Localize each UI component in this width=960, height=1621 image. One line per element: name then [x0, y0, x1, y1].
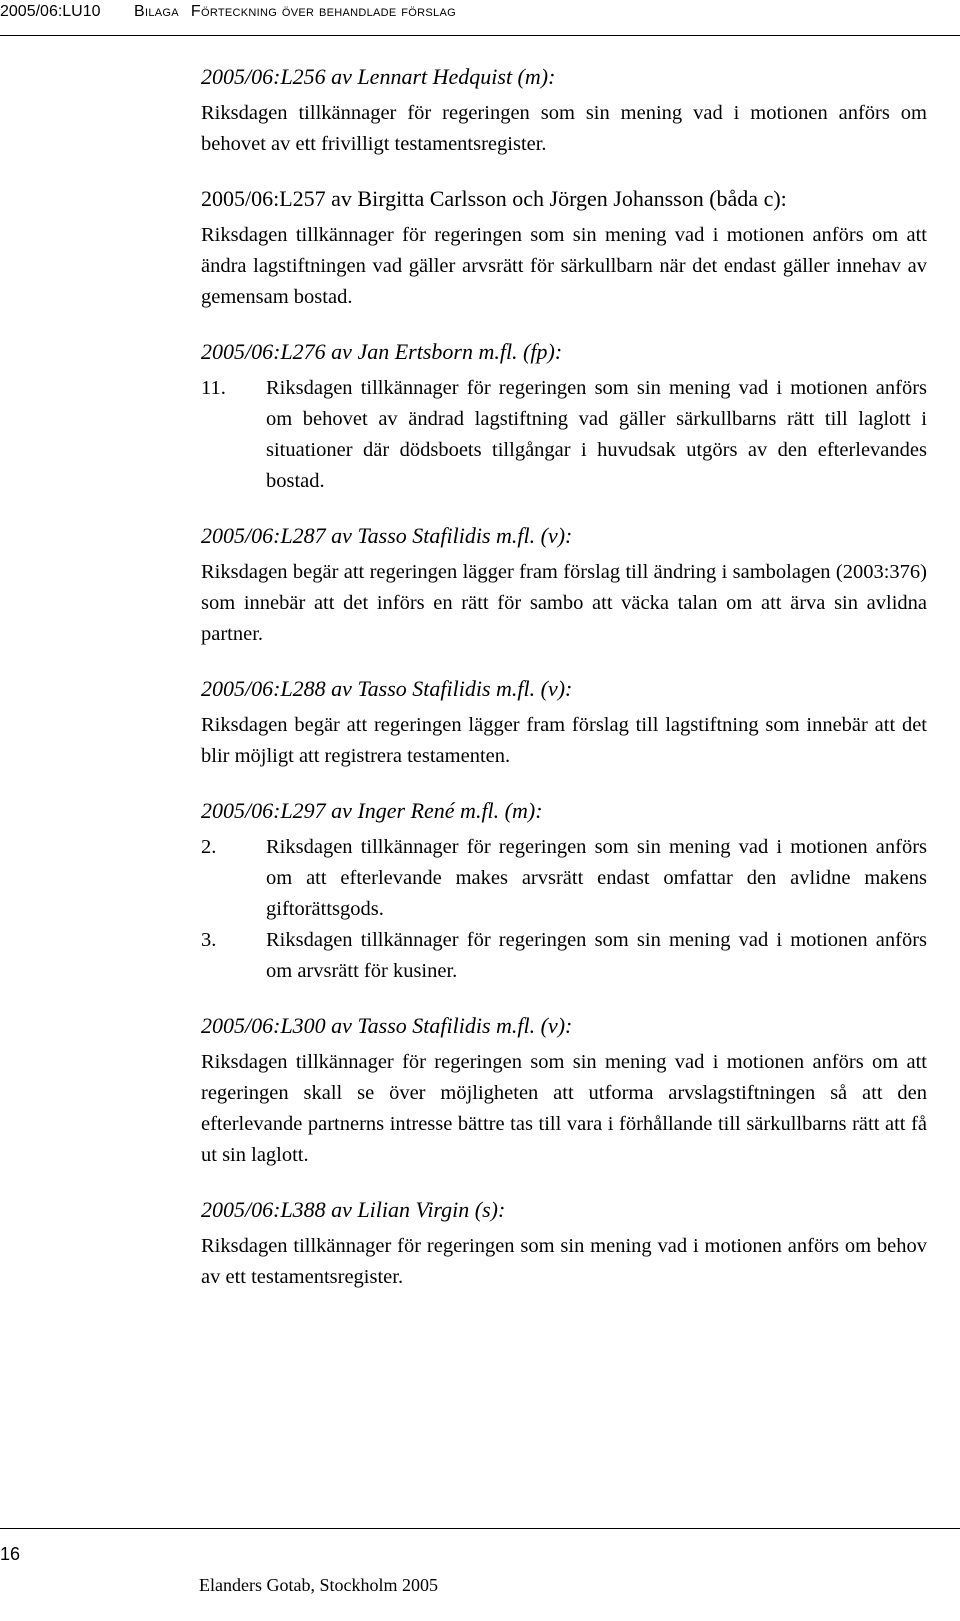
motion-entry	[201, 674, 927, 772]
motion-title: 2005/06:L300 av Tasso Stafilidis m.fl. (v):	[201, 1013, 573, 1038]
motion-text: Riksdagen tillkännager för regeringen som sin mening vad i motionen anförs om behovet av ett frivilligt testamentsregister.	[201, 102, 927, 155]
motion-item	[201, 373, 927, 497]
motion-title: 2005/06:L287 av Tasso Stafilidis m.fl. (v):	[201, 523, 573, 548]
item-text: Riksdagen tillkännager för regeringen som sin mening vad i motionen anförs om arvsrätt för kusiner.	[266, 929, 927, 982]
item-number: 11.	[201, 377, 226, 399]
footer-divider	[0, 1528, 960, 1529]
motion-text: Riksdagen tillkännager för regeringen som sin mening vad i motionen anförs om att ändra lagstiftningen vad gäller arvsrätt för särkullbarn när det endast gäller innehav av gemensam bostad.	[201, 224, 927, 308]
item-number: 3.	[201, 929, 217, 951]
motion-entry	[201, 337, 927, 497]
section-heading-part-a: Bilaga	[134, 3, 179, 20]
motion-title: 2005/06:L276 av Jan Ertsborn m.fl. (fp):	[201, 339, 563, 364]
section-heading-part-b: Förteckning över behandlade förslag	[190, 3, 456, 20]
motion-text: Riksdagen tillkännager för regeringen som sin mening vad i motionen anförs om att regeringen skall se över möjligheten att utforma arvslagstiftningen så att den efterlevande partnerns intresse bättre tas till vara i förhållande till särkullbarns rätt att få ut sin laglott.	[201, 1051, 927, 1166]
motion-entry	[201, 521, 927, 650]
document-id: 2005/06:LU10	[0, 3, 101, 20]
section-heading	[134, 0, 456, 24]
motion-title: 2005/06:L257 av Birgitta Carlsson och Jörgen Johansson (båda c):	[201, 186, 787, 211]
item-text: Riksdagen tillkännager för regeringen som sin mening vad i motionen anförs om behovet av ändrad lagstiftning vad gäller särkullbarns rätt till laglott i situationer där dödsboets tillgångar i huvudsak utgörs av den efterlevandes bostad.	[266, 377, 927, 492]
motion-entry	[201, 1195, 927, 1293]
motion-entry	[201, 62, 927, 160]
motion-text: Riksdagen begär att regeringen lägger fram förslag till lagstiftning som innebär att det blir möjligt att registrera testamenten.	[201, 714, 927, 767]
page-number: 16	[0, 1544, 21, 1564]
motion-entry	[201, 184, 927, 313]
motion-title: 2005/06:L256 av Lennart Hedquist (m):	[201, 64, 556, 89]
motion-item	[201, 925, 927, 987]
motion-title: 2005/06:L288 av Tasso Stafilidis m.fl. (v):	[201, 676, 573, 701]
motion-text: Riksdagen tillkännager för regeringen som sin mening vad i motionen anförs om behov av ett testamentsregister.	[201, 1235, 927, 1288]
item-text: Riksdagen tillkännager för regeringen som sin mening vad i motionen anförs om att efterlevande makes arvsrätt endast omfattar den avlidne makens giftorättsgods.	[266, 836, 927, 920]
printer-imprint: Elanders Gotab, Stockholm 2005	[199, 1575, 438, 1595]
item-number: 2.	[201, 836, 217, 858]
motion-text: Riksdagen begär att regeringen lägger fram förslag till ändring i sambolagen (2003:376) som innebär att det införs en rätt för sambo att väcka talan om att ärva sin avlidna partner.	[201, 561, 927, 645]
motion-title: 2005/06:L388 av Lilian Virgin (s):	[201, 1197, 506, 1222]
motion-item	[201, 832, 927, 925]
motion-entry	[201, 1011, 927, 1171]
motion-title: 2005/06:L297 av Inger René m.fl. (m):	[201, 798, 543, 823]
document-body	[201, 62, 927, 1317]
page-header	[0, 0, 960, 36]
motion-entry	[201, 796, 927, 987]
